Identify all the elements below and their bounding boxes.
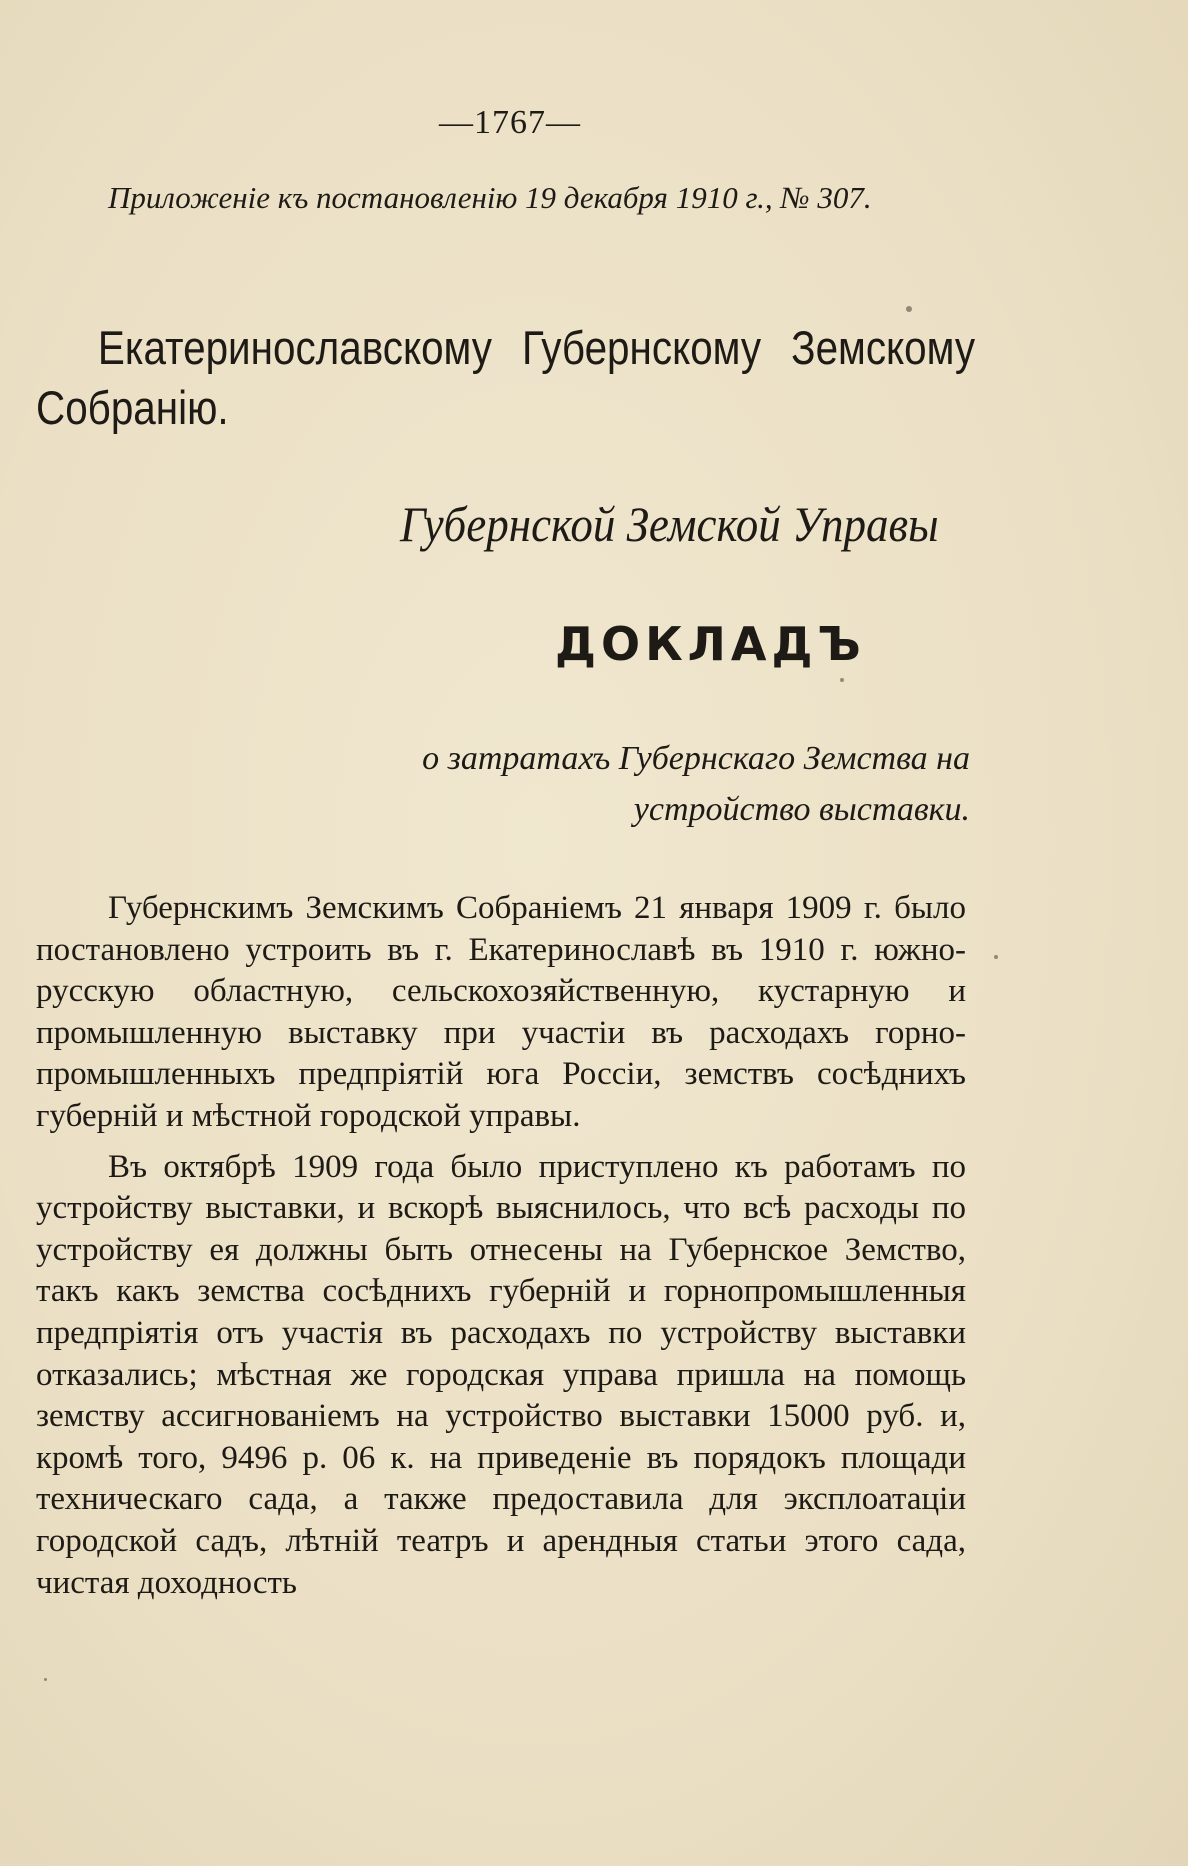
document-title: ДОКЛАДЪ [555, 617, 866, 671]
authority-heading: Губернской Земской Управы [400, 496, 939, 552]
print-speck [840, 678, 844, 682]
body-paragraph-2: Въ октябрѣ 1909 года было приступлено къ работамъ по устройству выставки, и вскорѣ выяснилось, что всѣ расходы по устройству ея должны быть отнесены на Губернское Земство, такъ какъ земства сосѣднихъ губерній и горнопромышленныя предпріятія отъ участія въ расходахъ по устройству выставки отказались; мѣстная же городская управа пришла на помощь земству ассигнованіемъ на устройство выставки 15000 руб. и, кромѣ того, 9496 р. 06 к. на приведеніе въ порядокъ площади техническаго сада, а также предоставила для эксплоатаціи городской садъ, лѣтній театръ и арендныя статьи этого сада, чистая доходность [36, 1148, 966, 1601]
report-subject: о затратахъ Губернскаго Земства на устройство выставки. [422, 740, 970, 828]
print-speck [44, 1678, 47, 1681]
print-speck [906, 306, 912, 312]
page-number: —1767— [439, 104, 581, 141]
report-body [36, 888, 966, 1604]
addressee-heading: Екатеринославскому Губернскому Земскому Собранію. [36, 321, 976, 434]
body-paragraph-1: Губернскимъ Земскимъ Собраніемъ 21 января 1909 г. было постановлено устроить въ г. Екатеринославѣ въ 1910 г. южно-русскую областную, сельскохозяйственную, кустарную и промышленную выставку при участіи въ расходахъ горно-промышленныхъ предпріятій юга Россіи, земствъ сосѣднихъ губерній и мѣстной городской управы. [36, 890, 966, 1134]
appendix-note: Приложеніе къ постановленію 19 декабря 1910 г., № 307. [108, 180, 872, 215]
print-speck [994, 955, 998, 959]
